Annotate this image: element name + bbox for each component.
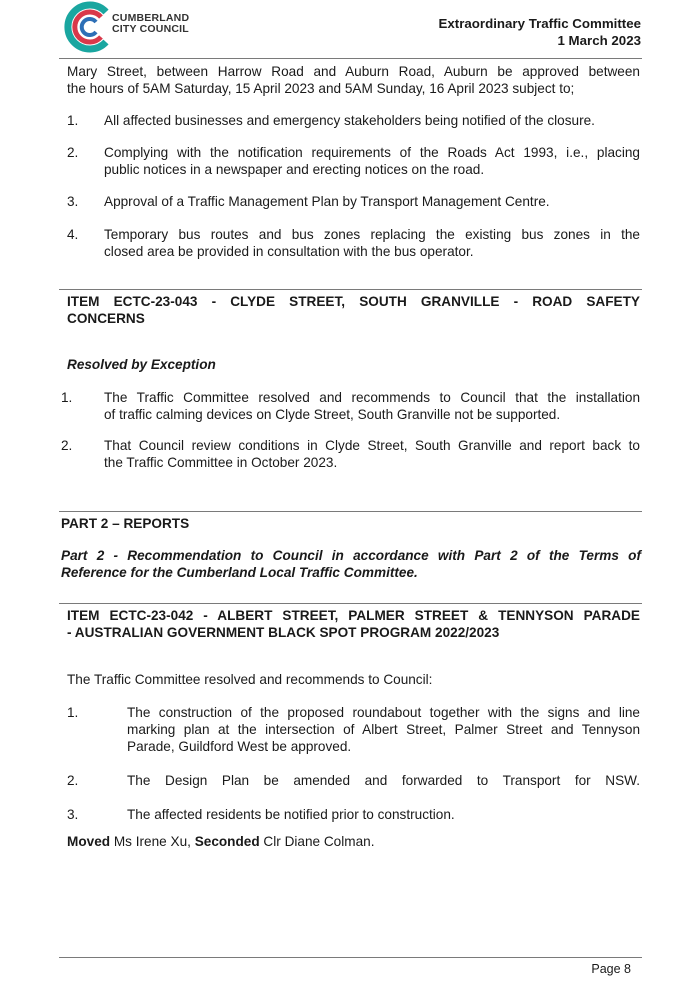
point-number: 1. (67, 705, 79, 720)
point-text: The Design Plan be amended and forwarded to Transport for NSW. (127, 773, 640, 788)
point-text: the Traffic Committee in October 2023. (104, 455, 338, 470)
condition-number: 3. (67, 194, 79, 209)
moved-label: Moved (67, 834, 111, 849)
intro-line-2: the hours of 5AM Saturday, 15 April 2023 and 5AM Sunday, 16 April 2023 subject to; (67, 81, 575, 96)
part-2-note: Part 2 - Recommendation to Council in accordance with Part 2 of the Terms of (61, 548, 641, 563)
condition-number: 1. (67, 113, 79, 128)
moved-seconded (67, 833, 375, 850)
meeting-date: 1 March 2023 (557, 33, 641, 48)
item-042-title: ITEM ECTC-23-042 - ALBERT STREET, PALMER STREET & TENNYSON PARADE (67, 608, 640, 623)
part-2-heading: PART 2 – REPORTS (61, 516, 190, 531)
point-number: 3. (67, 807, 79, 822)
point-text: marking plan at the intersection of Albert Street, Palmer Street and Tennyson (127, 722, 640, 737)
header-rule (59, 58, 642, 59)
section-rule (59, 511, 642, 512)
condition-text: All affected businesses and emergency stakeholders being notified of the closure. (104, 113, 595, 128)
section-rule (59, 289, 642, 290)
point-text: of traffic calming devices on Clyde Street, South Granville not be supported. (104, 407, 561, 422)
point-number: 2. (67, 773, 79, 788)
condition-number: 2. (67, 145, 79, 160)
point-text: The construction of the proposed roundabout together with the signs and line (127, 705, 640, 720)
committee-name: Extraordinary Traffic Committee (438, 16, 641, 31)
org-name-line1: CUMBERLAND (112, 12, 190, 24)
org-name-line2: CITY COUNCIL (112, 23, 189, 35)
item-043-title-cont: CONCERNS (67, 311, 145, 326)
part-2-note-cont: Reference for the Cumberland Local Traffic Committee. (61, 565, 418, 580)
condition-number: 4. (67, 227, 79, 242)
org-name (112, 13, 189, 35)
intro-line-1: Mary Street, between Harrow Road and Auburn Road, Auburn be approved between (67, 64, 640, 79)
cumberland-logo-icon (62, 0, 116, 54)
resolved-by-exception: Resolved by Exception (67, 357, 216, 372)
moved-by: Ms Irene Xu, (110, 834, 195, 849)
page-number: Page 8 (591, 962, 631, 976)
seconded-by: Clr Diane Colman. (259, 834, 375, 849)
resolved-intro: The Traffic Committee resolved and recommends to Council: (67, 672, 433, 687)
point-text: That Council review conditions in Clyde Street, South Granville and report back to (104, 438, 640, 453)
section-rule (59, 603, 642, 604)
point-number: 2. (61, 438, 73, 453)
seconded-label: Seconded (194, 834, 260, 849)
condition-text: closed area be provided in consultation with the bus operator. (104, 244, 474, 259)
item-043-title: ITEM ECTC-23-043 - CLYDE STREET, SOUTH GRANVILLE - ROAD SAFETY (67, 294, 640, 309)
point-text: Parade, Guildford West be approved. (127, 739, 352, 754)
point-text: The Traffic Committee resolved and recommends to Council that the installation (104, 390, 640, 405)
point-number: 1. (61, 390, 73, 405)
condition-text: public notices in a newspaper and erecting notices on the road. (104, 162, 485, 177)
condition-text: Temporary bus routes and bus zones replacing the existing bus zones in the (104, 227, 640, 242)
condition-text: Approval of a Traffic Management Plan by Transport Management Centre. (104, 194, 550, 209)
item-042-title-cont: - AUSTRALIAN GOVERNMENT BLACK SPOT PROGRAM 2022/2023 (67, 625, 500, 640)
footer-rule (59, 957, 642, 958)
condition-text: Complying with the notification requirements of the Roads Act 1993, i.e., placing (104, 145, 640, 160)
point-text: The affected residents be notified prior to construction. (127, 807, 455, 822)
